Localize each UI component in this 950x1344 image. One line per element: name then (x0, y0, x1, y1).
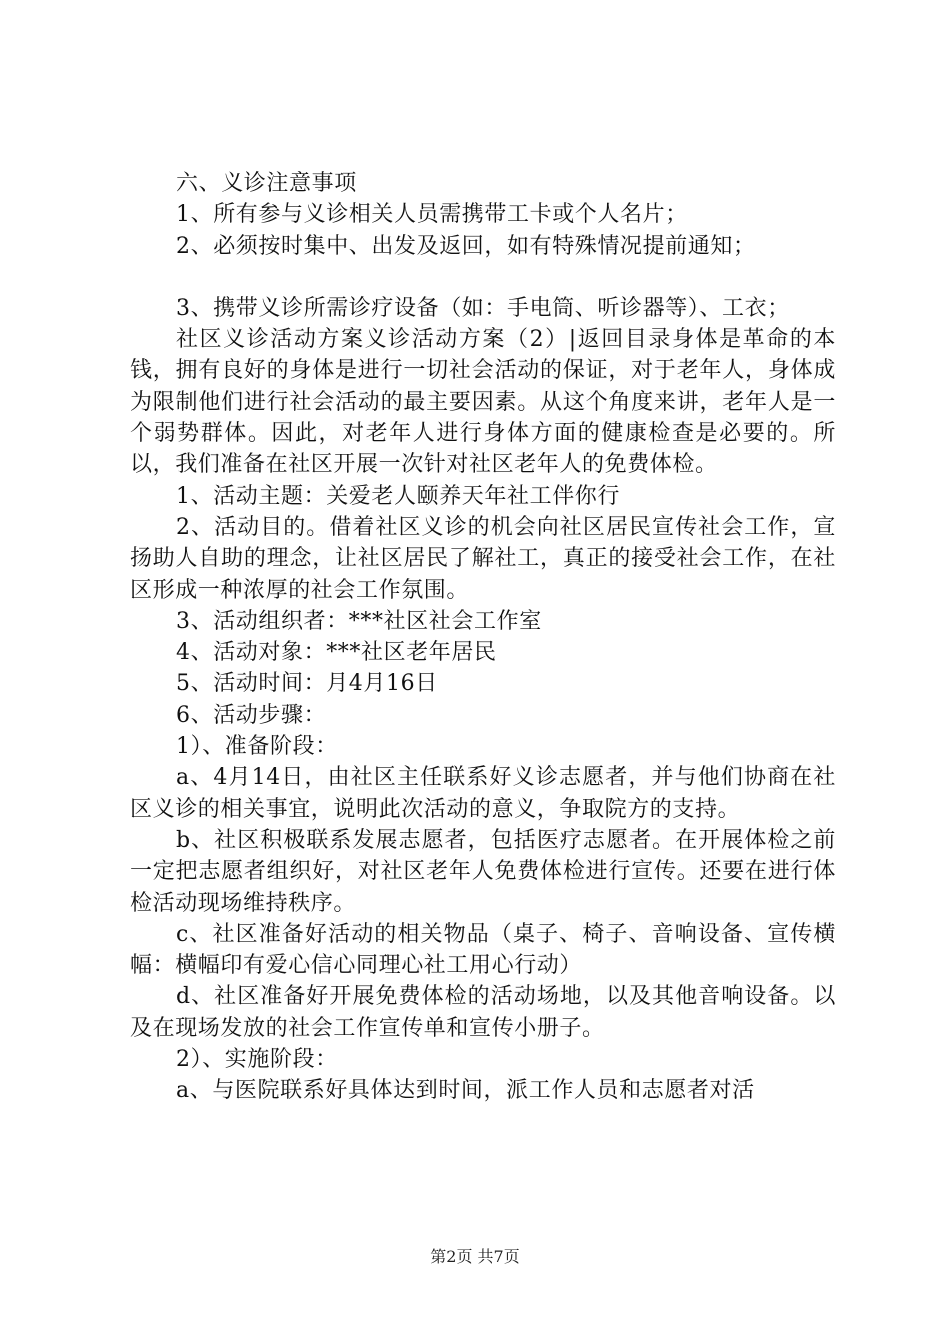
paragraph: 3、活动组织者：***社区社会工作室 (176, 608, 542, 634)
paragraph: 1、所有参与义诊相关人员需携带工卡或个人名片； (176, 202, 688, 228)
paragraph: 3、携带义诊所需诊疗设备（如：手电筒、听诊器等）、工衣； (176, 295, 790, 321)
paragraph: c、社区准备好活动的相关物品（桌子、椅子、音响设备、宣传横幅：横幅印有爱心信心同理心社工用心行动） (130, 921, 836, 979)
paragraph: 2）、实施阶段： (176, 1047, 338, 1073)
paragraph: 2、必须按时集中、出发及返回，如有特殊情况提前通知； (176, 233, 756, 259)
paragraph: b、社区积极联系发展志愿者，包括医疗志愿者。在开展体检之前一定把志愿者组织好，对社区老年人免费体检进行宣传。还要在进行体检活动现场维持秩序。 (130, 827, 836, 916)
paragraph: d、社区准备好开展免费体检的活动场地，以及其他音响设备。以及在现场发放的社会工作宣传单和宣传小册子。 (130, 984, 836, 1041)
paragraph: a、与医院联系好具体达到时间，派工作人员和志愿者对活 (176, 1078, 755, 1104)
paragraph: 6、活动步骤： (176, 702, 327, 728)
section-heading: 六、义诊注意事项 (176, 171, 357, 196)
paragraph: 1）、准备阶段： (176, 734, 338, 760)
paragraph: 社区义诊活动方案义诊活动方案（2）|返回目录身体是革命的本钱，拥有良好的身体是进行一切社会活动的保证，对于老年人，身体成为限制他们进行社会活动的最主要因素。从这个角度来讲，老年人是一个弱势群体。因此，对老年人进行身体方面的健康检查是必要的。所以，我们准备在社区开展一次针对社区老年人的免费体检。 (130, 327, 836, 478)
spacer (130, 262, 836, 293)
paragraph: 1、活动主题：关爱老人颐养天年社工伴你行 (176, 483, 620, 509)
document-body (130, 168, 836, 1107)
page-footer: 第2页 共7页 (430, 1247, 520, 1266)
paragraph: 5、活动时间：月4月16日 (176, 671, 438, 697)
paragraph: 2、活动目的。借着社区义诊的机会向社区居民宣传社会工作，宣扬助人自助的理念，让社区居民了解社工，真正的接受社会工作，在社区形成一种浓厚的社会工作氛围。 (130, 514, 836, 603)
paragraph: a、4月14日，由社区主任联系好义诊志愿者，并与他们协商在社区义诊的相关事宜，说明此次活动的意义，争取院方的支持。 (130, 765, 836, 822)
paragraph: 4、活动对象：***社区老年居民 (176, 640, 497, 666)
